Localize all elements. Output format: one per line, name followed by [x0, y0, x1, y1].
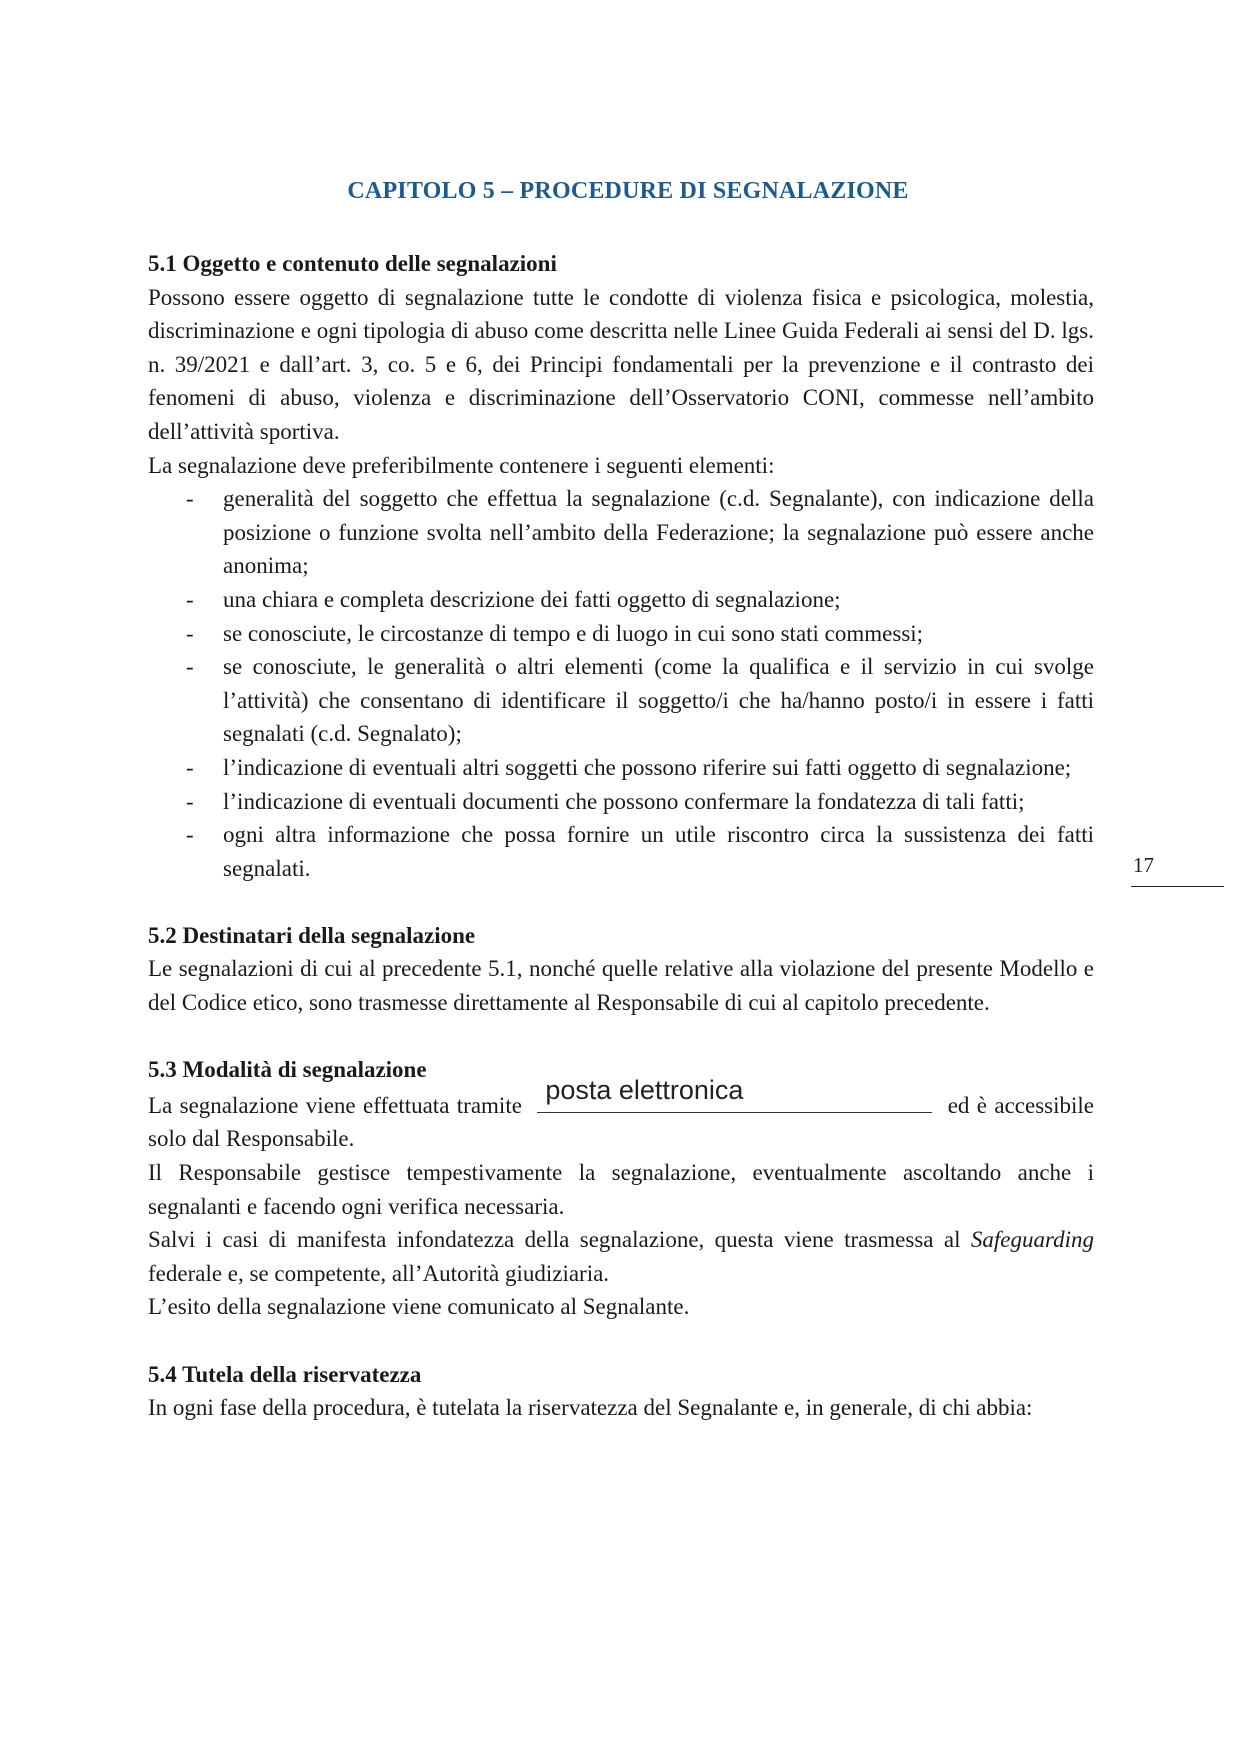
paragraph: Possono essere oggetto di segnalazione tutte le condotte di violenza fisica e psicologica, molestia, discriminazione e ogni tipologia di abuso come descritta nelle Linee Guida Federali ai sensi del D. lgs. n. 39/2021 e dall’art. 3, co. 5 e 6, dei Principi fondamentali per la prevenzione e il contrasto dei fenomeni di abuso, violenza e discriminazione dell’Osservatorio CONI, commesse nell’ambito dell’attività sportiva. — [148, 284, 1094, 444]
fill-in-value: posta elettronica — [545, 1075, 744, 1106]
page-number-rule — [1131, 886, 1224, 887]
page-number: 17 — [1133, 853, 1154, 877]
section-heading: 5.4 Tutela della riservatezza — [148, 1361, 422, 1387]
paragraph: L’esito della segnalazione viene comunicato al Segnalante. — [148, 1294, 690, 1320]
spacer — [148, 885, 1094, 919]
paragraph: La segnalazione deve preferibilmente contenere i seguenti elementi: — [148, 452, 775, 478]
page-content — [148, 247, 1094, 1425]
chapter-title: CAPITOLO 5 – PROCEDURE DI SEGNALAZIONE — [347, 178, 909, 204]
text: federale e, se competente, all’Autorità giudiziaria. — [148, 1260, 610, 1286]
text: Salvi i casi di manifesta infondatezza della segnalazione, questa viene trasmessa al — [148, 1227, 961, 1253]
list-item: - ogni altra informazione che possa fornire un utile riscontro circa la sussistenza dei fatti segnalati. — [148, 818, 1094, 885]
section-5-4 — [148, 1358, 1094, 1425]
list-item: - generalità del soggetto che effettua la segnalazione (c.d. Segnalante), con indicazione della posizione o funzione svolta nell’ambito della Federazione; la segnalazione può essere anche anonima; — [148, 482, 1094, 583]
list-item: - se conosciute, le circostanze di tempo e di luogo in cui sono stati commessi; — [148, 617, 1094, 651]
elements-list — [148, 482, 1094, 885]
paragraph: In ogni fase della procedura, è tutelata la riservatezza del Segnalante e, in generale, di chi abbia: — [148, 1395, 1033, 1421]
section-heading: 5.1 Oggetto e contenuto delle segnalazioni — [148, 251, 557, 276]
section-5-1 — [148, 247, 1094, 885]
fill-in-field[interactable] — [537, 1075, 932, 1113]
paragraph — [148, 1075, 1095, 1156]
paragraph — [148, 1223, 1094, 1290]
section-heading: 5.3 Modalità di segnalazione — [148, 1057, 427, 1083]
list-item: - se conosciute, le generalità o altri elementi (come la qualifica e il servizio in cui svolge l’attività) che consentano di identificare il soggetto/i che ha/hanno posto/i in essere i fatti segnalati (c.d. Segnalato); — [148, 650, 1094, 751]
spacer — [148, 1324, 1094, 1358]
paragraph: Le segnalazioni di cui al precedente 5.1, nonché quelle relative alla violazione del presente Modello e del Codice etico, sono trasmesse direttamente al Responsabile di cui al capitolo precedente. — [148, 956, 1094, 1016]
list-item: - l’indicazione di eventuali altri soggetti che possono riferire sui fatti oggetto di segnalazione; — [148, 751, 1094, 785]
italic-term: Safeguarding — [970, 1227, 1095, 1253]
text: La segnalazione viene effettuata tramite — [148, 1092, 522, 1118]
list-item: - una chiara e completa descrizione dei fatti oggetto di segnalazione; — [148, 583, 1094, 617]
paragraph: Il Responsabile gestisce tempestivamente la segnalazione, eventualmente ascoltando anche i segnalanti e facendo ogni verifica necessaria. — [148, 1160, 1094, 1219]
section-heading: 5.2 Destinatari della segnalazione — [148, 922, 476, 948]
section-5-2 — [148, 919, 1094, 1020]
list-item: - l’indicazione di eventuali documenti che possono confermare la fondatezza di tali fatti; — [148, 785, 1094, 819]
text: ed è accessibile solo dal Responsabile. — [148, 1092, 1095, 1152]
section-5-3 — [148, 1053, 1094, 1324]
spacer — [148, 1020, 1094, 1054]
